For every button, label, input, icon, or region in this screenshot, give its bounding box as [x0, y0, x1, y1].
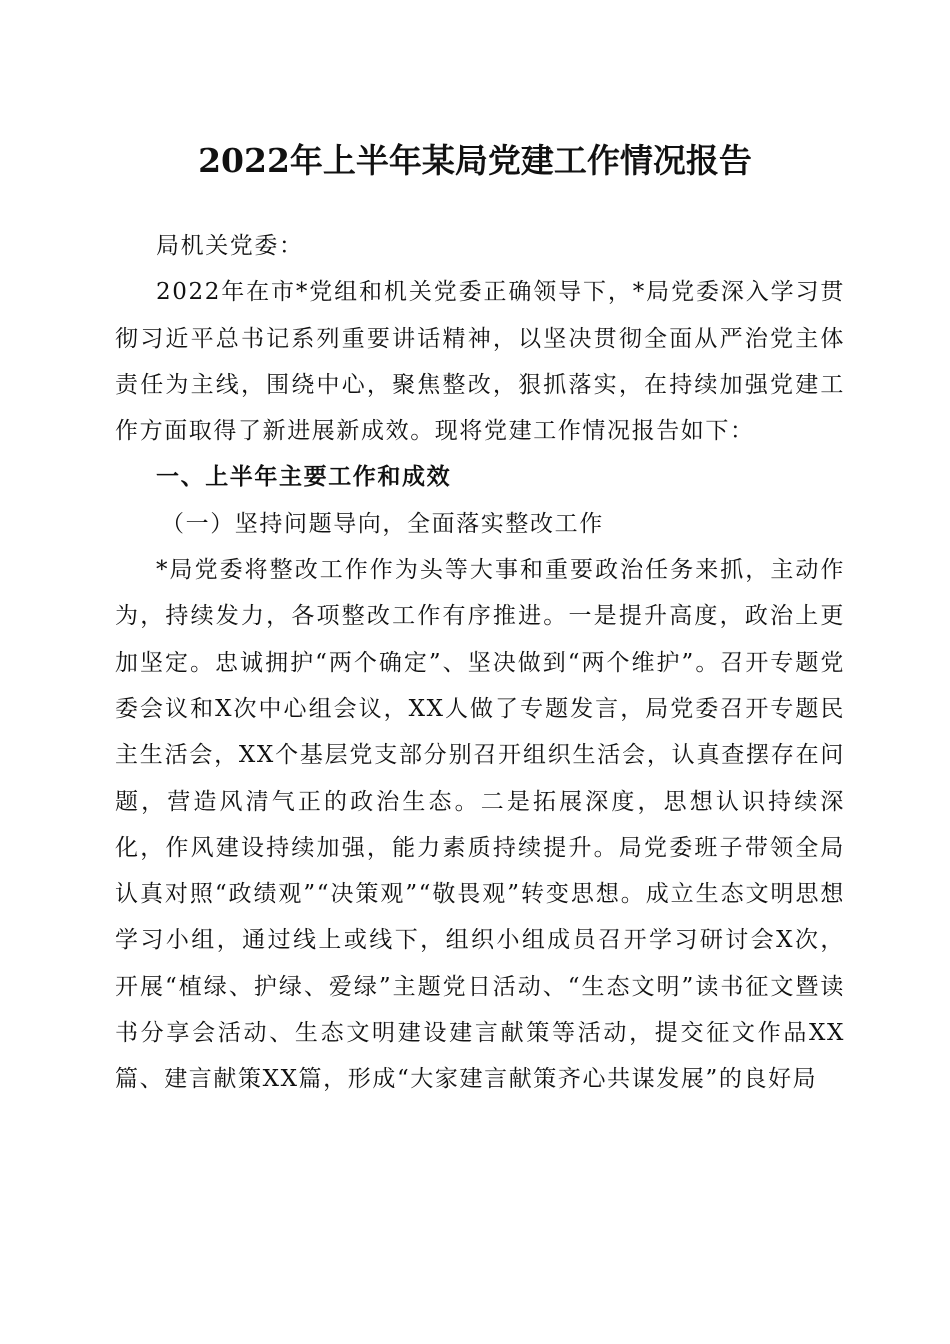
intro-paragraph: 2022年在市*党组和机关党委正确领导下，*局党委深入学习贯彻习近平总书记系列重要讲话精神，以坚决贯彻全面从严治党主体责任为主线，围绕中心，聚焦整改，狠抓落实，在持续加强党建工作方面取得了新进展新成效。现将党建工作情况报告如下：	[115, 279, 845, 445]
section-heading: 一、上半年主要工作和成效	[156, 464, 452, 491]
salutation: 局机关党委：	[156, 233, 304, 259]
subsection-heading: （一）坚持问题导向，全面落实整改工作	[161, 510, 604, 537]
body-paragraph: *局党委将整改工作作为头等大事和重要政治任务来抓，主动作为，持续发力，各项整改工作有序推进。一是提升高度，政治上更加坚定。忠诚拥护“两个确定”、坚决做到“两个维护”。召开专题党委会议和X次中心组会议，XX人做了专题发言，局党委召开专题民主生活会，XX个基层党支部分别召开组织生活会，认真查摆存在问题，营造风清气正的政治生态。二是拓展深度，思想认识持续深化，作风建设持续加强，能力素质持续提升。局党委班子带领全局认真对照“政绩观”“决策观”“敬畏观”转变思想。成立生态文明思想学习小组，通过线上或线下，组织小组成员召开学习研讨会X次，开展“植绿、护绿、爱绿”主题党日活动、“生态文明”读书征文暨读书分享会活动、生态文明建设建言献策等活动，提交征文作品XX篇、建言献策XX篇，形成“大家建言献策齐心共谋发展”的良好局	[115, 557, 845, 1093]
document-title: 2022年上半年某局党建工作情况报告	[198, 141, 752, 180]
document-body	[115, 223, 845, 1103]
